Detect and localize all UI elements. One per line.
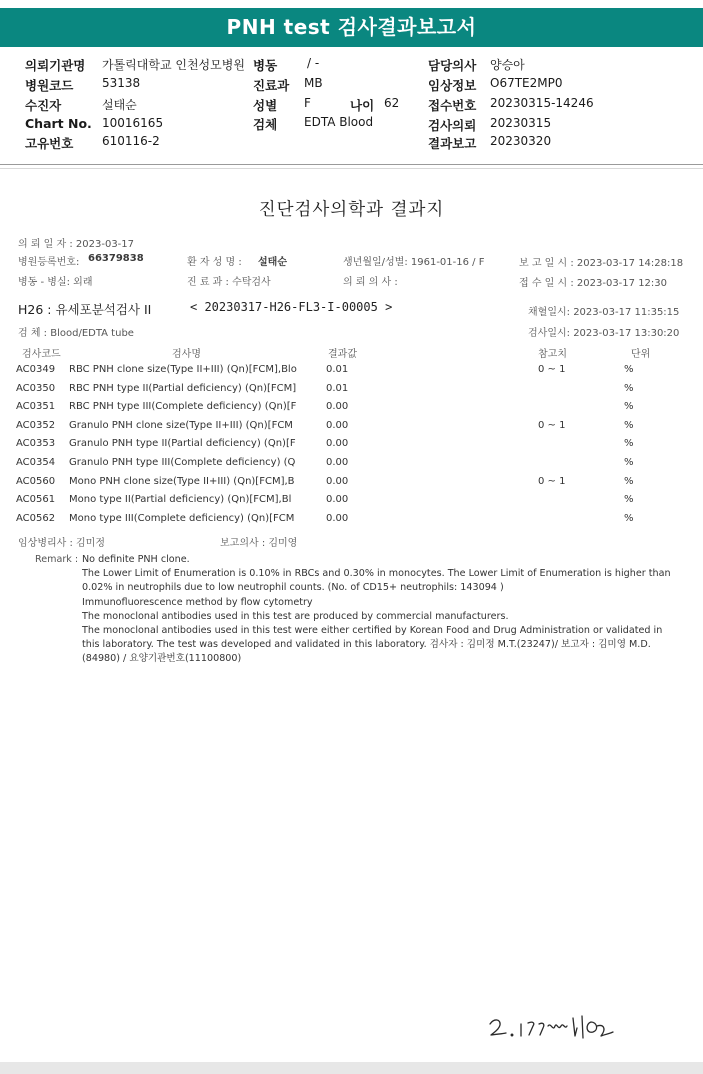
column-name: 검사명 bbox=[172, 349, 201, 360]
receipt-label: 접수번호 bbox=[428, 98, 477, 113]
dept-value: MB bbox=[304, 76, 323, 90]
age-label: 나이 bbox=[350, 98, 375, 113]
remark-line: The monoclonal antibodies used in this test were either certified by Korean Food and Drug Administration or validated in bbox=[82, 625, 663, 637]
specimen-label: 검체 bbox=[253, 117, 278, 132]
department-line: 진 료 과 : 수탁검사 bbox=[187, 277, 271, 288]
result-unit: % bbox=[624, 401, 634, 413]
result-code: AC0561 bbox=[16, 494, 56, 506]
result-reference: 0 ~ 1 bbox=[538, 475, 566, 487]
request-label: 검사의뢰 bbox=[428, 118, 477, 133]
remark-text bbox=[82, 553, 692, 667]
result-unit: % bbox=[624, 382, 634, 394]
doctor-label: 담당의사 bbox=[428, 58, 477, 73]
patient-name: 설태순 bbox=[258, 257, 287, 268]
result-unit: % bbox=[624, 494, 634, 506]
result-code: AC0562 bbox=[16, 512, 56, 524]
sex-label: 성별 bbox=[253, 98, 278, 113]
result-test-name: Mono type III(Complete deficiency) (Qn)[FCM bbox=[69, 512, 295, 524]
report-title: PNH test 검사결과보고서 bbox=[226, 15, 477, 39]
result-test-name: Granulo PNH clone size(Type II+III) (Qn)[FCM bbox=[69, 419, 293, 431]
report-label: 결과보고 bbox=[428, 136, 477, 151]
hospital-value: 가톨릭대학교 인천성모병원 bbox=[102, 58, 245, 72]
remark-line: The monoclonal antibodies used in this test are produced by commercial manufacturers. bbox=[82, 610, 509, 622]
column-reference: 참고치 bbox=[538, 349, 567, 360]
doctor-value: 양승아 bbox=[490, 58, 525, 72]
remark-label: Remark : bbox=[35, 554, 79, 565]
result-value: 0.00 bbox=[326, 438, 349, 450]
specimen-line: 검 체 : Blood/EDTA tube bbox=[18, 328, 134, 339]
report-value: 20230320 bbox=[490, 134, 552, 148]
request-value: 20230315 bbox=[490, 116, 552, 130]
collection-datetime: 채혈일시: 2023-03-17 11:35:15 bbox=[528, 307, 680, 318]
document-title: 진단검사의학과 결과지 bbox=[258, 200, 445, 220]
header-divider-light bbox=[0, 168, 703, 169]
result-test-name: RBC PNH type III(Complete deficiency) (Qn)[F bbox=[69, 401, 297, 413]
result-value: 0.00 bbox=[326, 512, 349, 524]
result-code: AC0353 bbox=[16, 438, 56, 450]
result-code: AC0560 bbox=[16, 475, 56, 487]
specimen-value: EDTA Blood bbox=[304, 115, 374, 129]
remark-line: The Lower Limit of Enumeration is 0.10% in RBCs and 0.30% in monocytes. The Lower Limit of Enumeration is higher than bbox=[82, 568, 671, 580]
result-code: AC0354 bbox=[16, 457, 56, 468]
result-test-name: Granulo PNH type II(Partial deficiency) (Qn)[F bbox=[69, 438, 296, 450]
result-code: AC0350 bbox=[16, 382, 56, 394]
dept-label: 진료과 bbox=[253, 78, 290, 93]
registration-number: 66379838 bbox=[88, 253, 144, 264]
result-unit: % bbox=[624, 364, 634, 375]
age-value: 62 bbox=[384, 96, 400, 110]
report-datetime: 보 고 일 시 : 2023-03-17 14:28:18 bbox=[519, 258, 684, 269]
column-code: 검사코드 bbox=[22, 349, 61, 360]
clinical-value: O67TE2MP0 bbox=[490, 76, 563, 90]
result-value: 0.01 bbox=[326, 364, 349, 375]
report-title-banner bbox=[0, 8, 703, 47]
result-unit: % bbox=[624, 457, 634, 468]
remark-line: this laboratory. The test was developed and validated in this laboratory. 검사자 : 김미정 M.T.(23247)/ 보고자 : 김미영 M.D. bbox=[82, 639, 651, 651]
reporting-doctor: 보고의사 : 김미영 bbox=[220, 538, 298, 549]
remark-line: No definite PNH clone. bbox=[82, 554, 190, 565]
result-test-name: Mono type II(Partial deficiency) (Qn)[FCM],Bl bbox=[69, 494, 292, 506]
result-unit: % bbox=[624, 475, 634, 487]
result-test-name: Mono PNH clone size(Type II+III) (Qn)[FCM],B bbox=[69, 475, 295, 487]
uid-label: 고유번호 bbox=[25, 136, 74, 151]
chart-label: Chart No. bbox=[25, 116, 92, 131]
result-code: AC0349 bbox=[16, 364, 56, 375]
ward-label: 병동 bbox=[253, 58, 278, 73]
column-unit: 단위 bbox=[631, 349, 651, 360]
request-date: 의 뢰 일 자 : 2023-03-17 bbox=[18, 239, 135, 250]
patient-value: 설태순 bbox=[102, 98, 137, 112]
result-value: 0.00 bbox=[326, 419, 349, 431]
birth-sex: 생년월일/성별: 1961-01-16 / F bbox=[343, 257, 485, 268]
result-value: 0.01 bbox=[326, 382, 349, 394]
bottom-bar bbox=[0, 1062, 703, 1074]
result-unit: % bbox=[624, 438, 634, 450]
sex-value: F bbox=[304, 96, 311, 110]
hospital-code-value: 53138 bbox=[102, 76, 141, 90]
requesting-doctor: 의 뢰 의 사 : bbox=[343, 277, 398, 288]
column-result: 결과값 bbox=[328, 349, 357, 360]
result-code: AC0351 bbox=[16, 401, 56, 413]
receipt-datetime: 접 수 일 시 : 2023-03-17 12:30 bbox=[519, 278, 668, 289]
hospital-code-label: 병원코드 bbox=[25, 78, 74, 93]
remark-line: Immunofluorescence method by flow cytometry bbox=[82, 596, 313, 608]
result-test-name: RBC PNH type II(Partial deficiency) (Qn)[FCM] bbox=[69, 382, 297, 394]
remark-line: (84980) / 요양기관번호(11100800) bbox=[82, 653, 242, 665]
result-test-name: Granulo PNH type III(Complete deficiency) (Q bbox=[69, 457, 296, 468]
clinical-label: 임상정보 bbox=[428, 78, 477, 93]
receipt-value: 20230315-14246 bbox=[490, 96, 594, 110]
uid-value: 610116-2 bbox=[102, 134, 160, 148]
exam-title: H26 : 유세포분석검사 II bbox=[18, 302, 152, 317]
result-reference: 0 ~ 1 bbox=[538, 419, 566, 431]
ward-value: / - bbox=[307, 56, 320, 70]
result-test-name: RBC PNH clone size(Type II+III) (Qn)[FCM],Blo bbox=[69, 364, 297, 375]
ward-room: 병동 - 병실: 외래 bbox=[18, 277, 93, 288]
patient-label: 수진자 bbox=[25, 98, 62, 113]
pathologist: 임상병리사 : 김미정 bbox=[18, 538, 106, 549]
result-unit: % bbox=[624, 419, 634, 431]
patient-name-label: 환 자 성 명 : bbox=[187, 257, 242, 268]
result-value: 0.00 bbox=[326, 475, 349, 487]
handwritten-signature bbox=[485, 1002, 635, 1050]
header-divider bbox=[0, 164, 703, 165]
result-unit: % bbox=[624, 512, 634, 524]
hospital-label: 의뢰기관명 bbox=[25, 58, 86, 73]
barcode-number: < 20230317-H26-FL3-I-00005 > bbox=[190, 300, 393, 314]
test-datetime: 검사일시: 2023-03-17 13:30:20 bbox=[528, 328, 680, 339]
result-value: 0.00 bbox=[326, 401, 349, 413]
chart-value: 10016165 bbox=[102, 116, 164, 130]
result-code: AC0352 bbox=[16, 419, 56, 431]
remark-line: 0.02% in neutrophils due to low neutrophil counts. (No. of CD15+ neutrophils: 143094 ) bbox=[82, 582, 504, 594]
result-value: 0.00 bbox=[326, 457, 349, 468]
registration-label: 병원등록번호: bbox=[18, 257, 80, 268]
result-value: 0.00 bbox=[326, 494, 349, 506]
result-reference: 0 ~ 1 bbox=[538, 364, 566, 375]
